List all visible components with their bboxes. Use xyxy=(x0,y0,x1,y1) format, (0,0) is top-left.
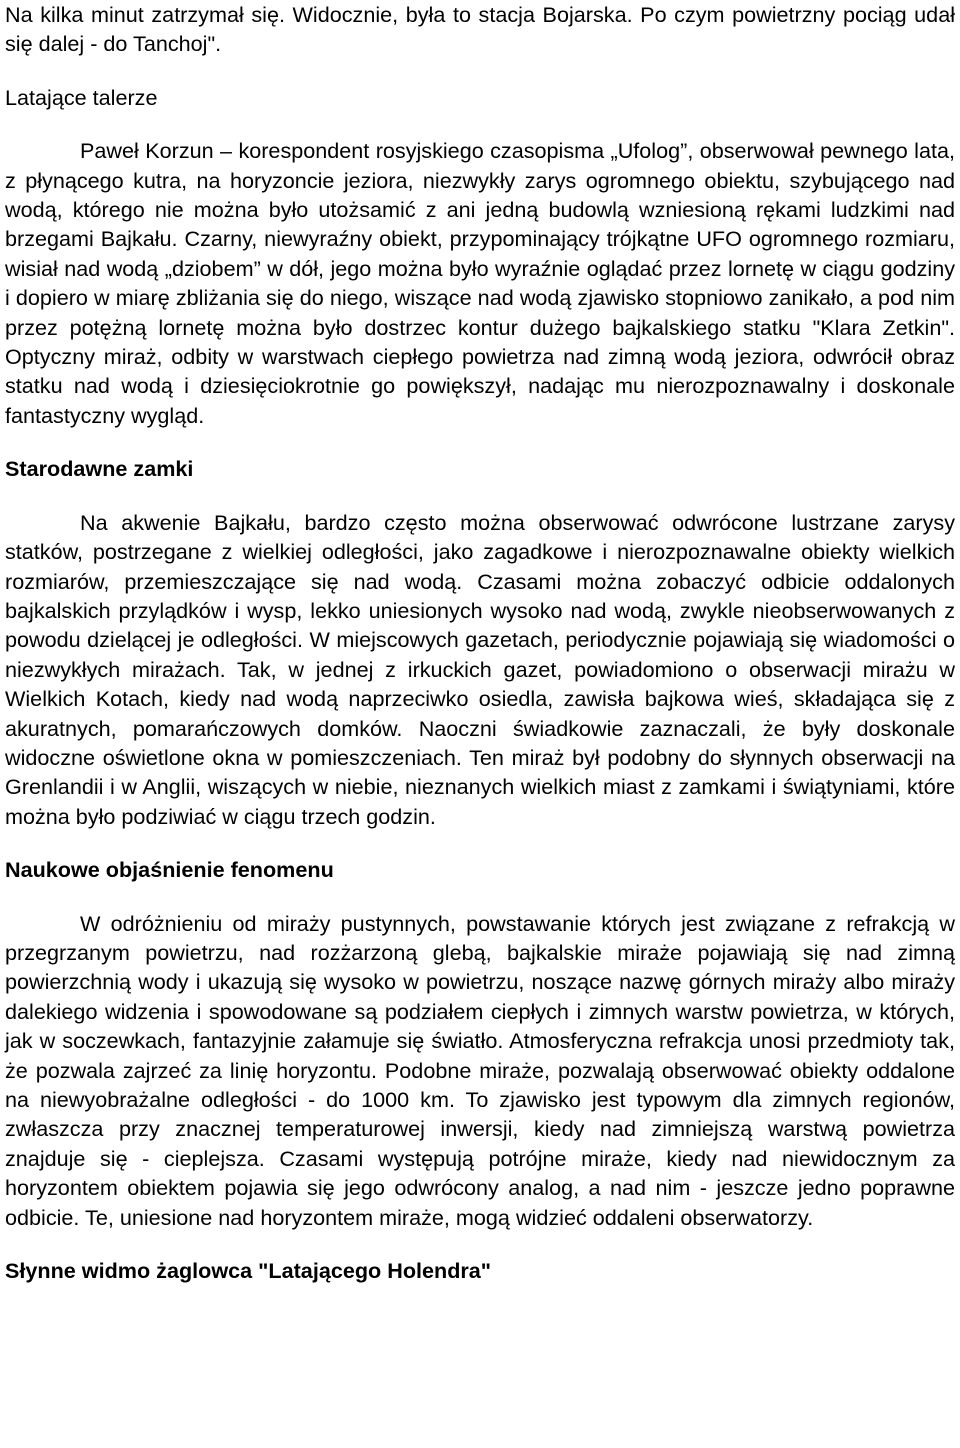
section-heading-science: Naukowe objaśnienie fenomenu xyxy=(5,857,334,883)
spacer xyxy=(5,112,955,136)
spacer xyxy=(5,885,955,909)
document-page xyxy=(5,0,955,1285)
section-heading-ufo: Latające talerze xyxy=(5,84,158,110)
paragraph-castles: Na akwenie Bajkału, bardzo często można obserwować odwrócone lustrzane zarysy statków, postrzegane z wielkiej odległości, jako zagadkowe i nierozpoznawalne obiekty wielkich rozmiarów, przemieszczające się nad wodą. Czasami można zobaczyć odbicie oddalonych bajkalskich przylądków i wysp, lekko uniesionych wysoko nad wodą, zwykle nieobserwowanych z powodu dzielącej je odległości. W miejscowych gazetach, periodycznie pojawiają się wiadomości o niezwykłych mirażach. Tak, w jednej z irkuckich gazet, powiadomiono o obserwacji mirażu w Wielkich Kotach, kiedy nad wodą naprzeciwko osiedla, zawisła bajkowa wieś, składająca się z akuratnych, pomarańczowych domków. Naoczni świadkowie zaznaczali, że były doskonale widoczne oświetlone okna w pomieszczeniach. Ten miraż był podobny do słynnych obserwacji na Grenlandii i w Anglii, wiszących w niebie, nieznanych wielkich miast z zamkami i świątyniami, które można było podziwiać w ciągu trzech godzin. xyxy=(5,509,955,829)
paragraph-science: W odróżnieniu od miraży pustynnych, powstawanie których jest związane z refrakcją w przegrzanym powietrzu, nad rozżarzoną glebą, bajkalskie miraże pojawiają się nad zimną powierzchnią wody i ukazują się wysoko w powietrzu, noszące nazwę górnych miraży albo miraży dalekiego widzenia i spowodowane są podziałem ciepłych i zimnych warstw powietrza, w których, jak w soczewkach, fantazyjnie załamuje się światło. Atmosferyczna refrakcja unosi przedmioty tak, że pozwala zajrzeć za linię horyzontu. Podobne miraże, pozwalają obserwować obiekty oddalone na niewyobrażalne odległości - do 1000 km. To zjawisko jest typowym dla zimnych regionów, zwłaszcza przy znacznej temperaturowej inwersji, kiedy nad zimniejszą warstwą powietrza znajduje się - cieplejsza. Czasami występują potrójne miraże, kiedy nad niewidocznym za horyzontem obiektem pojawia się jego odwrócony analog, a nad nim - jeszcze jedno poprawne odbicie. Te, uniesione nad horyzontem miraże, mogą widzieć oddaleni obserwatorzy. xyxy=(5,910,955,1230)
spacer xyxy=(5,59,955,83)
section-heading-dutchman: Słynne widmo żaglowca "Latającego Holendra" xyxy=(5,1258,492,1284)
spacer xyxy=(5,1232,955,1256)
spacer xyxy=(5,430,955,454)
section-heading-castles: Starodawne zamki xyxy=(5,456,194,482)
spacer xyxy=(5,831,955,855)
paragraph-ufo: Paweł Korzun – korespondent rosyjskiego czasopisma „Ufolog”, obserwował pewnego lata, z płynącego kutra, na horyzoncie jeziora, niezwykły zarys ogromnego obiektu, szybującego nad wodą, którego nie można było utożsamić z ani jedną budowlą wzniesioną rękami ludzkimi nad brzegami Bajkału. Czarny, niewyraźny obiekt, przypominający trójkątne UFO ogromnego rozmiaru, wisiał nad wodą „dziobem” w dół, jego można było wyraźnie oglądać przez lornetę w ciągu godziny i dopiero w miarę zbliżania się do niego, wiszące nad wodą zjawisko stopniowo zanikało, a pod nim przez potężną lornetę można było dostrzec kontur dużego bajkalskiego statku "Klara Zetkin". Optyczny miraż, odbity w warstwach ciepłego powietrza nad zimną wodą jeziora, odwrócił obraz statku nad wodą i dziesięciokrotnie go powiększył, nadając mu nierozpoznawalny i doskonale fantastyczny wygląd. xyxy=(5,138,955,428)
spacer xyxy=(5,484,955,508)
intro-paragraph: Na kilka minut zatrzymał się. Widocznie, była to stacja Bojarska. Po czym powietrzny pociąg udał się dalej - do Tanchoj". xyxy=(5,2,955,57)
